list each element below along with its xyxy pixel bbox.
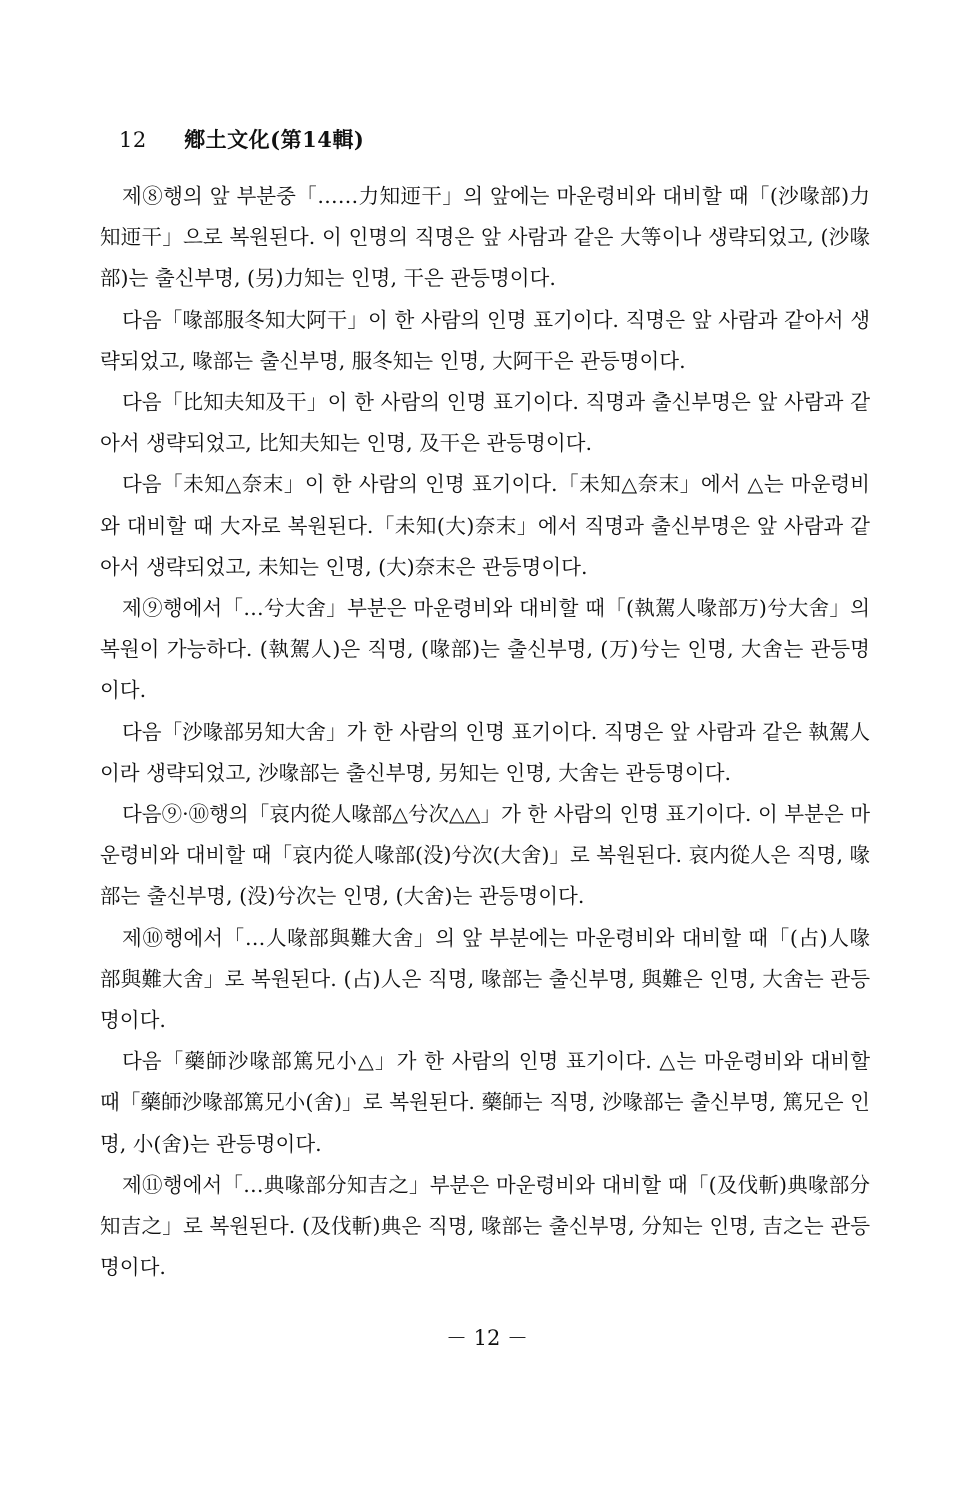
paragraph-1: 제⑧행의 앞 부분중「……力知迊干」의 앞에는 마운령비와 대비할 때「(沙喙部)力知迊干」으로 복원된다. 이 인명의 직명은 앞 사람과 같은 大等이나 생략되었고, (沙喙部)는 출신부명, (另)力知는 인명, 干은 관등명이다. (100, 184, 870, 291)
paragraph-2: 다음「喙部服冬知大阿干」이 한 사람의 인명 표기이다. 직명은 앞 사람과 같아서 생략되었고, 喙部는 출신부명, 服冬知는 인명, 大阿干은 관등명이다. (100, 307, 870, 373)
page-folio: － 12 － (445, 1326, 529, 1350)
paragraph-9: 다음「藥師沙喙部篤兄小△」가 한 사람의 인명 표기이다. △는 마운령비와 대비할 때「藥師沙喙部篤兄小(舍)」로 복원된다. 藥師는 직명, 沙喙部는 출신부명, 篤兄은 인명, 小(舍)는 관등명이다. (100, 1049, 870, 1156)
body-text (100, 176, 870, 1288)
paragraph-3: 다음「比知夫知及干」이 한 사람의 인명 표기이다. 직명과 출신부명은 앞 사람과 같아서 생략되었고, 比知夫知는 인명, 及干은 관등명이다. (100, 390, 870, 456)
running-header (119, 124, 364, 154)
paragraph-7: 다음⑨·⑩행의「哀内從人喙部△兮次△△」가 한 사람의 인명 표기이다. 이 부분은 마운령비와 대비할 때「哀内從人喙部(没)兮次(大舍)」로 복원된다. 哀内從人은 직명, 喙部는 출신부명, (没)兮次는 인명, (大舍)는 관등명이다. (100, 802, 871, 909)
paragraph-8: 제⑩행에서「…人喙部與難大舍」의 앞 부분에는 마운령비와 대비할 때「(占)人喙部與難大舍」로 복원된다. (占)人은 직명, 喙部는 출신부명, 與難은 인명, 大舍는 관등명이다. (100, 925, 870, 1033)
paragraph-5: 제⑨행에서「…兮大舍」부분은 마운령비와 대비할 때「(執駕人喙部万)兮大舍」의복원이 가능하다. (執駕人)은 직명, (喙部)는 출신부명, (万)兮는 인명, 大舍는 관등명이다. (100, 596, 870, 703)
journal-title: 鄕土文化(第14輯) (184, 127, 365, 152)
paragraph-10: 제⑪행에서「…典喙部分知吉之」부분은 마운령비와 대비할 때「(及伐斬)典喙部分知吉之」로 복원된다. (及伐斬)典은 직명, 喙部는 출신부명, 分知는 인명, 吉之는 관등명이다. (100, 1172, 870, 1280)
paragraph-4: 다음「未知△奈末」이 한 사람의 인명 표기이다.「未知△奈末」에서 △는 마운령비와 대비할 때 大자로 복원된다.「未知(大)奈末」에서 직명과 출신부명은 앞 사람과 같아서 생략되었고, 未知는 인명, (大)奈末은 관등명이다. (100, 472, 870, 579)
paragraph-6: 다음「沙喙部另知大舍」가 한 사람의 인명 표기이다. 직명은 앞 사람과 같은 執駕人이라 생략되었고, 沙喙部는 출신부명, 另知는 인명, 大舍는 관등명이다. (100, 719, 870, 785)
header-page-number: 12 (119, 128, 147, 152)
